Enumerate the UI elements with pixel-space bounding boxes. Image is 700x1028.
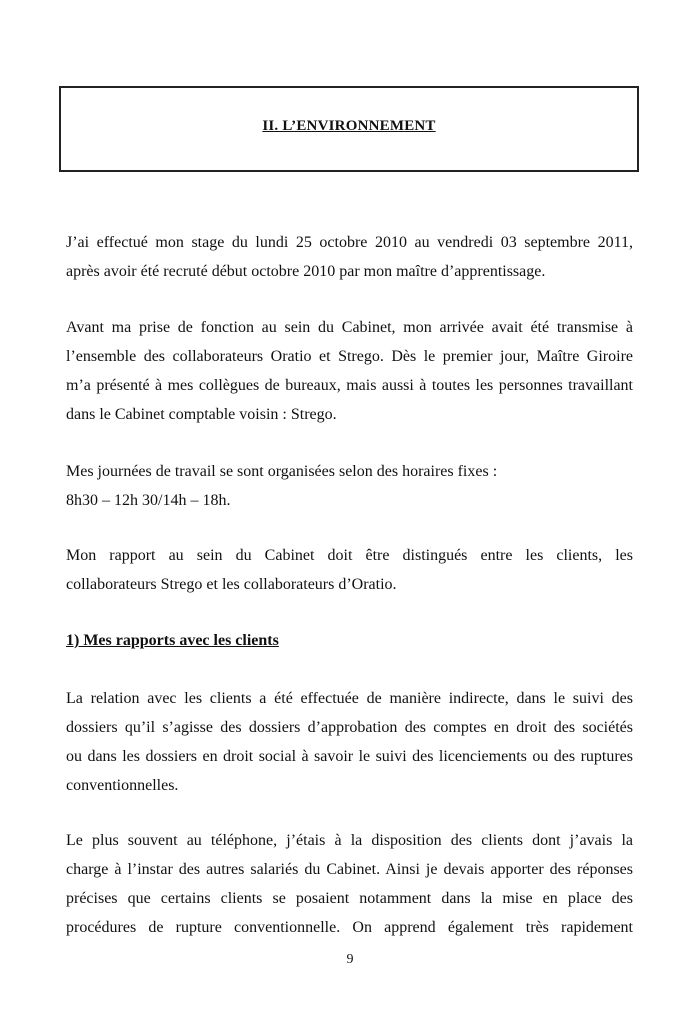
subsection-heading: 1) Mes rapports avec les clients: [66, 632, 279, 649]
paragraph-work-hours: [66, 457, 633, 515]
text-line: charge à l’instar des autres salariés du Cabinet. Ainsi je devais apporter des réponses: [66, 861, 633, 878]
text-line: l’ensemble des collaborateurs Oratio et Strego. Dès le premier jour, Maître Giroire: [66, 348, 633, 365]
paragraph-telephone: [66, 826, 633, 942]
section-title-box: [59, 86, 639, 172]
text-line: précises que certains clients se posaient notamment dans la mise en place des: [66, 890, 633, 907]
text-line: ou dans les dossiers en droit social à savoir le suivi des licenciements ou des ruptures: [66, 748, 633, 765]
paragraph-arrival: [66, 313, 633, 429]
text-line: dossiers qu’il s’agisse des dossiers d’approbation des comptes en droit des sociétés: [66, 719, 633, 736]
paragraph-stage-dates: [66, 228, 633, 286]
text-line: 8h30 – 12h 30/14h – 18h.: [66, 492, 231, 509]
text-line: dans le Cabinet comptable voisin : Strego.: [66, 406, 337, 423]
text-line: J’ai effectué mon stage du lundi 25 octobre 2010 au vendredi 03 septembre 2011,: [66, 234, 633, 251]
text-line: Mon rapport au sein du Cabinet doit être distingués entre les clients, les: [66, 547, 633, 564]
text-line: procédures de rupture conventionnelle. On apprend également très rapidement: [66, 919, 633, 936]
page-number: 9: [346, 952, 354, 967]
paragraph-relations: [66, 541, 633, 599]
text-line: conventionnelles.: [66, 777, 179, 794]
text-line: La relation avec les clients a été effectuée de manière indirecte, dans le suivi des: [66, 690, 633, 707]
section-title: II. L’ENVIRONNEMENT: [262, 118, 436, 134]
text-line: Mes journées de travail se sont organisées selon des horaires fixes :: [66, 463, 498, 480]
text-line: après avoir été recruté début octobre 2010 par mon maître d’apprentissage.: [66, 263, 546, 280]
text-line: m’a présenté à mes collègues de bureaux, mais aussi à toutes les personnes travaillant: [66, 377, 633, 394]
text-line: collaborateurs Strego et les collaborateurs d’Oratio.: [66, 576, 397, 593]
paragraph-client-relation: [66, 684, 633, 800]
text-line: Le plus souvent au téléphone, j’étais à la disposition des clients dont j’avais la: [66, 832, 633, 849]
text-line: Avant ma prise de fonction au sein du Cabinet, mon arrivée avait été transmise à: [66, 319, 633, 336]
